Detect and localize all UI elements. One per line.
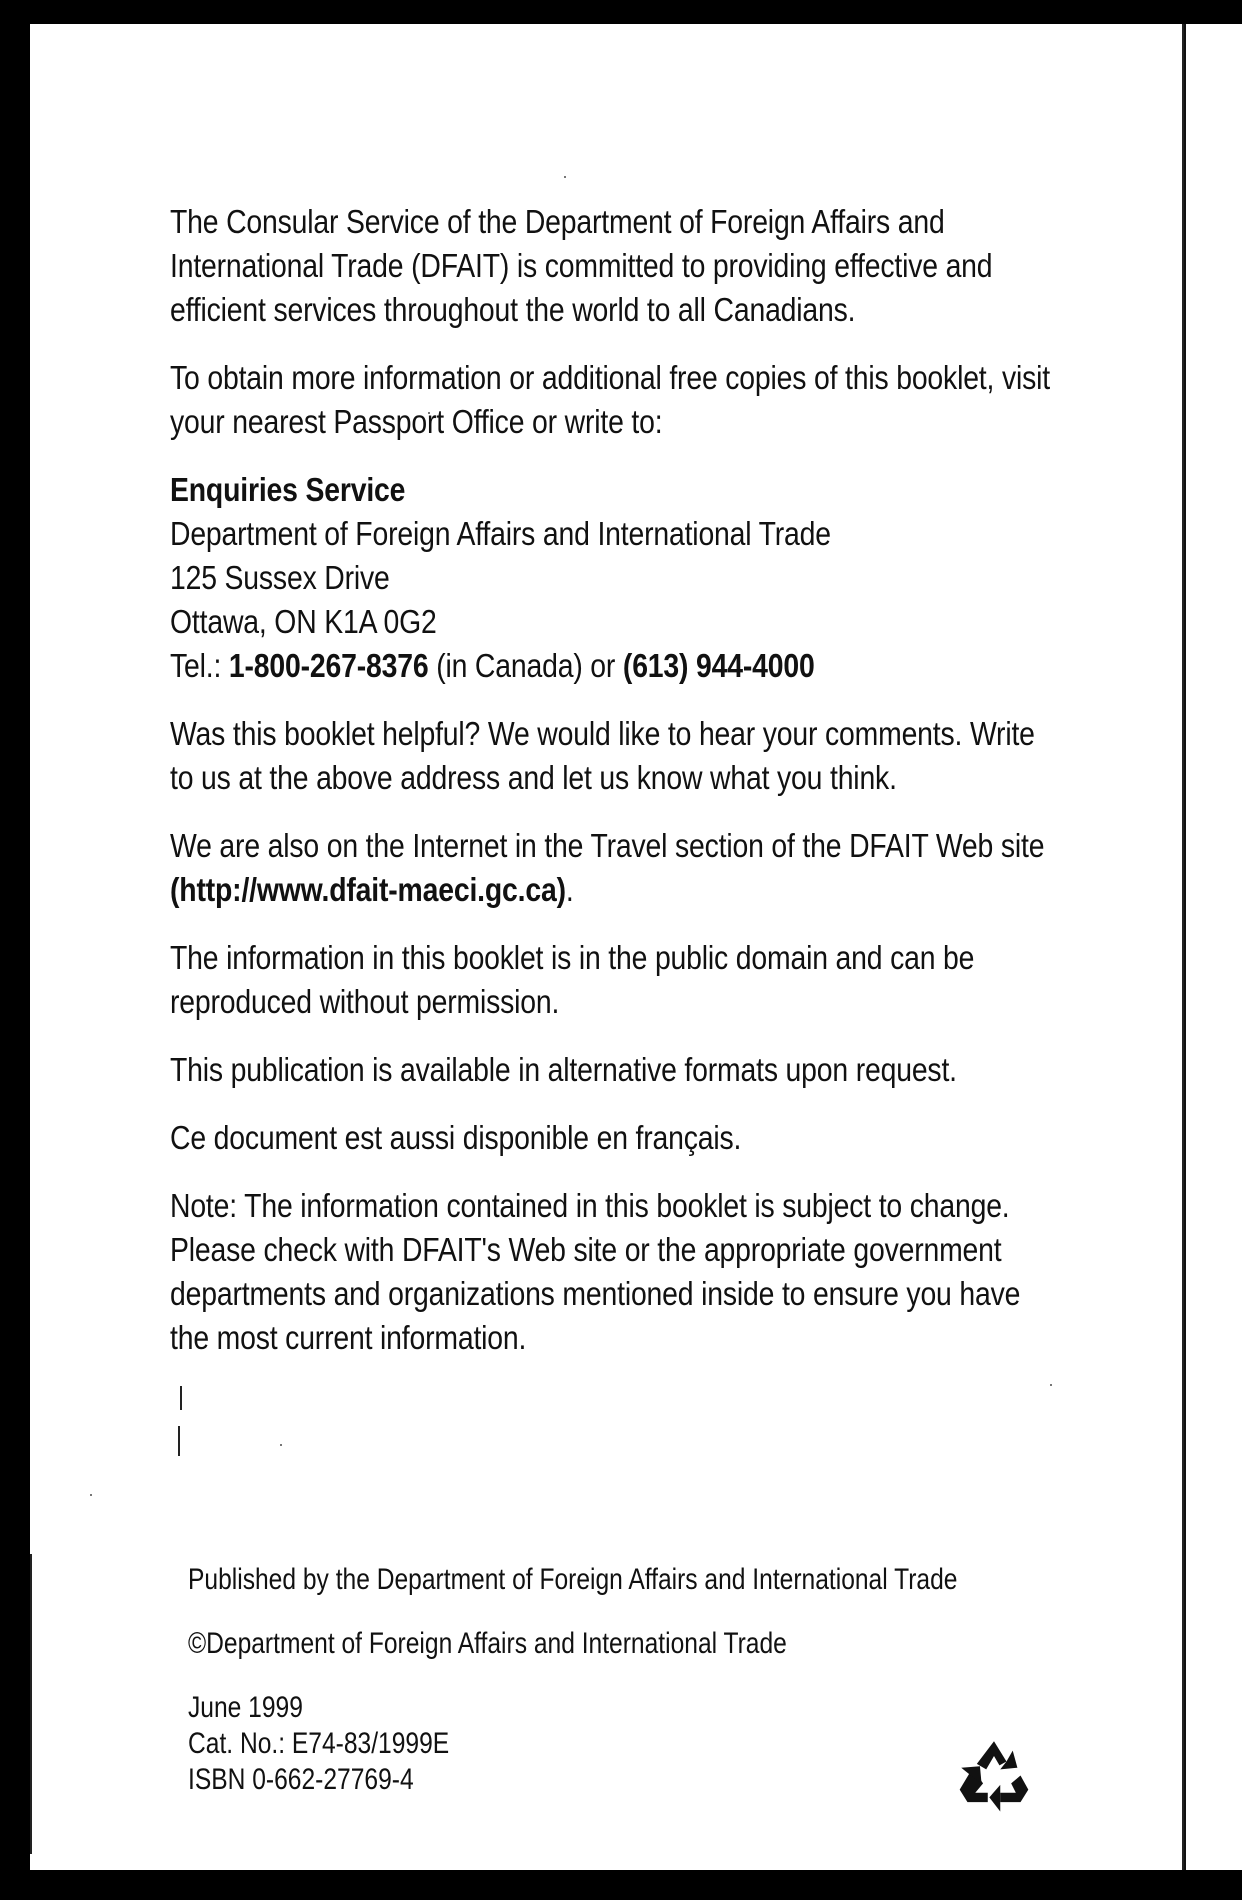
copies-paragraph: To obtain more information or additional free copies of this booklet, visit your nearest Passport Office or write to: (170, 359, 1050, 440)
contact-address (170, 468, 1064, 688)
adjacent-page-edge (1184, 24, 1242, 1870)
catalog-number: Cat. No.: E74-83/1999E (188, 1727, 450, 1760)
published-by: Published by the Department of Foreign Affairs and International Trade (188, 1563, 958, 1596)
tel-local: (613) 944-4000 (622, 647, 815, 684)
scan-speck (1050, 1384, 1052, 1386)
alt-formats-paragraph: This publication is available in alternative formats upon request. (170, 1051, 957, 1088)
scan-speck (280, 1444, 282, 1446)
internet-text-end: . (565, 871, 574, 908)
address-street: 125 Sussex Drive (170, 559, 390, 596)
internet-text: We are also on the Internet in the Travel section of the DFAIT Web site (170, 827, 1045, 864)
catalog-info (188, 1690, 957, 1798)
internet-paragraph (170, 824, 1064, 912)
scan-mark (178, 1426, 180, 1456)
copyright-line: ©Department of Foreign Affairs and International Trade (188, 1627, 787, 1660)
french-paragraph: Ce document est aussi disponible en français. (170, 1119, 742, 1156)
feedback-paragraph: Was this booklet helpful? We would like to hear your comments. Write to us at the above address and let us know what you think. (170, 715, 1035, 796)
tel-label: Tel.: (170, 647, 229, 684)
scan-edge-mark (30, 1554, 32, 1854)
tel-mid: (in Canada) or (428, 647, 623, 684)
publication-date: June 1999 (188, 1691, 303, 1724)
tel-tollfree: 1-800-267-8376 (228, 647, 429, 684)
address-city: Ottawa, ON K1A 0G2 (170, 603, 437, 640)
document-body (170, 200, 1050, 1384)
recycle-icon (955, 1735, 1033, 1813)
public-domain-paragraph: The information in this booklet is in the public domain and can be reproduced without permission. (170, 939, 975, 1020)
website-url: (http://www.dfait-maeci.gc.ca) (170, 871, 566, 908)
intro-paragraph: The Consular Service of the Department of Foreign Affairs and International Trade (DFAIT) is committed to providing effective and efficient services throughout the world to all Canadians. (170, 203, 993, 328)
address-department: Department of Foreign Affairs and International Trade (170, 515, 831, 552)
isbn-number: ISBN 0-662-27769-4 (188, 1763, 414, 1796)
publication-footer (188, 1562, 957, 1798)
scan-speck (90, 1494, 92, 1496)
address-heading: Enquiries Service (170, 471, 406, 508)
scan-speck (564, 176, 566, 178)
scan-mark (180, 1386, 182, 1410)
address-telephone (170, 644, 1064, 688)
note-paragraph: Note: The information contained in this booklet is subject to change. Please check with DFAIT's Web site or the appropriate government departments and organizations mentioned inside to ensure you have the most current information. (170, 1187, 1021, 1356)
